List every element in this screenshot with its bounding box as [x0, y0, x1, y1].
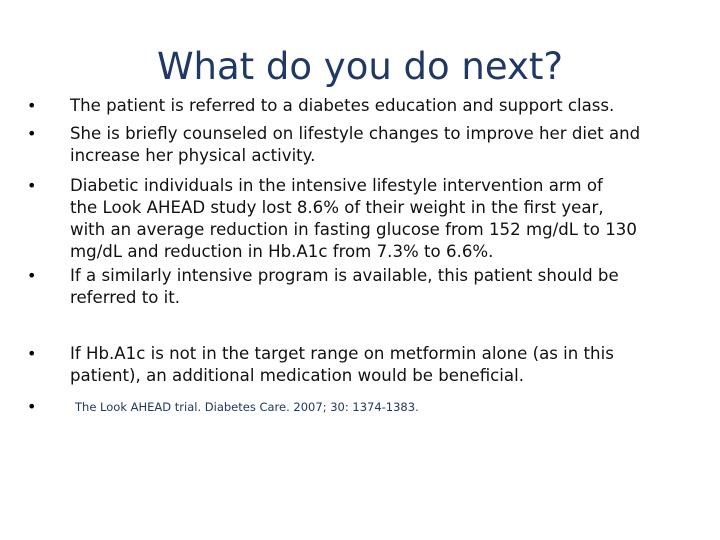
bullet-text: The patient is referred to a diabetes education and support class.: [70, 96, 615, 115]
bullet-marker: •: [27, 176, 37, 195]
bullet-marker: •: [27, 266, 37, 285]
bullet-text: If a similarly intensive program is available, this patient should be referred to it.: [70, 266, 619, 307]
bullet-text: If Hb.A1c is not in the target range on metformin alone (as in this patient), an additional medication would be beneficial.: [70, 344, 614, 385]
slide-title: What do you do next?: [156, 45, 564, 88]
bullet-marker: •: [27, 124, 37, 143]
citation-text: The Look AHEAD trial. Diabetes Care. 2007; 30: 1374-1383.: [75, 400, 419, 414]
bullet-marker: •: [27, 96, 37, 115]
bullet-text: Diabetic individuals in the intensive lifestyle intervention arm of the Look AHEAD study lost 8.6% of their weight in the first year, with an average reduction in fasting glucose from 152 mg/dL to 130 mg/dL and reduction in Hb.A1c from 7.3% to 6.6%.: [70, 176, 637, 261]
bullet-marker: •: [27, 344, 37, 363]
bullet-text: She is briefly counseled on lifestyle changes to improve her diet and increase her physical activity.: [70, 124, 641, 165]
bullet-marker: •: [27, 397, 37, 416]
